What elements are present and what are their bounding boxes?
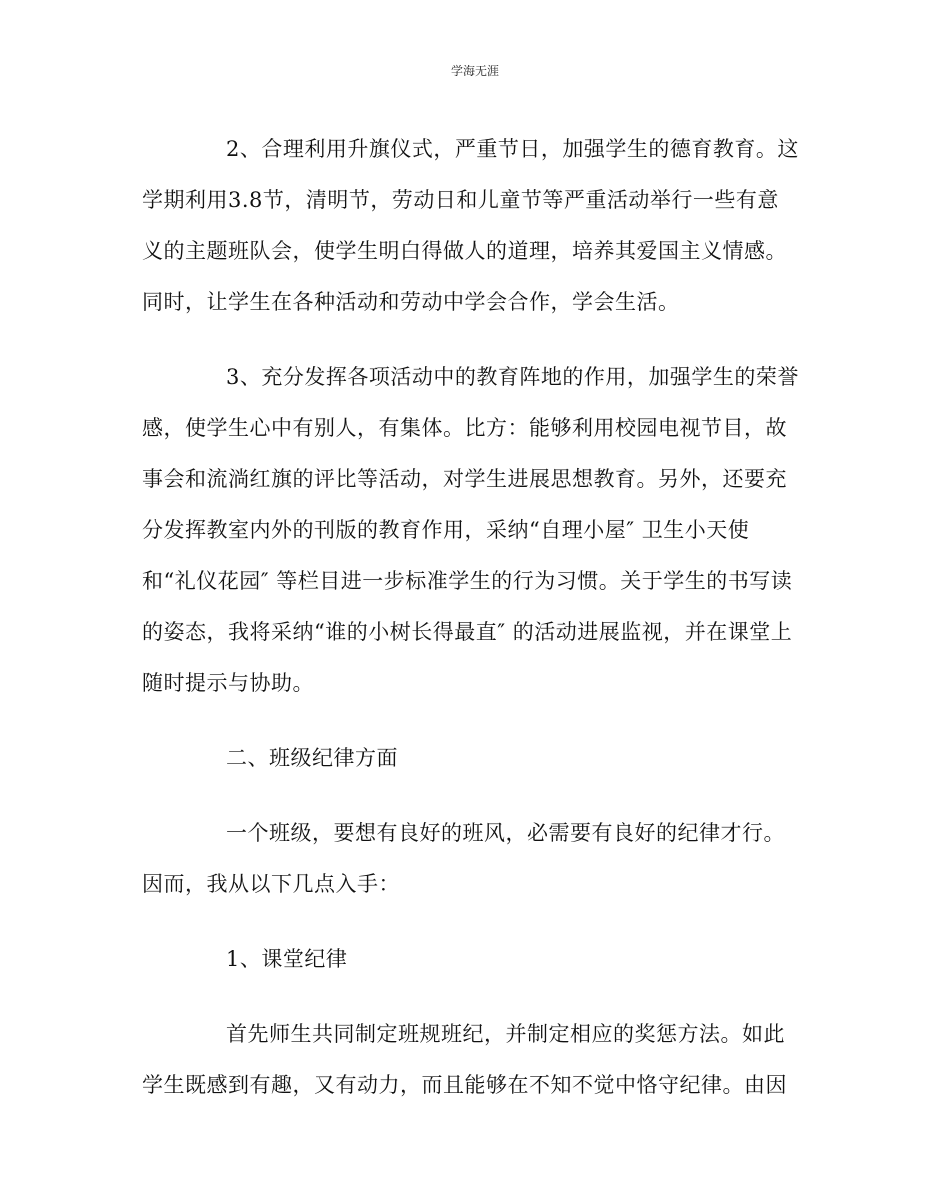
text-line: 因而，我从以下几点入手：	[142, 872, 400, 896]
text-line: 事会和流淌红旗的评比等活动，对学生进展思想教育。另外，还要充	[142, 467, 787, 491]
document-body	[142, 124, 810, 1111]
text-line: 3、充分发挥各项活动中的教育阵地的作用，加强学生的荣誉	[226, 365, 799, 389]
text-line: 义的主题班队会，使学生明白得做人的道理，培养其爱国主义情感。	[142, 239, 787, 263]
paragraph-activities	[142, 352, 810, 709]
text-line: 二、班级纪律方面	[226, 746, 398, 770]
text-line: 学期利用3.8节，清明节，劳动日和儿童节等严重活动举行一些有意	[142, 188, 779, 212]
text-line: 1、课堂纪律	[226, 947, 348, 971]
paragraph-discipline-intro	[142, 808, 810, 910]
text-line: 和“礼仪花园″ 等栏目进一步标准学生的行为习惯。关于学生的书写读	[142, 569, 793, 593]
text-line: 同时，让学生在各种活动和劳动中学会合作，学会生活。	[142, 290, 680, 314]
text-line: 2、合理利用升旗仪式，严重节日，加强学生的德育教育。这	[226, 137, 799, 161]
paragraph-flag-ceremony	[142, 124, 810, 328]
paragraph-class-rules	[142, 1009, 810, 1111]
subheading-classroom-discipline	[142, 934, 810, 985]
text-line: 的姿态，我将采纳“谁的小树长得最直″ 的活动进展监视，并在课堂上	[142, 620, 793, 644]
text-line: 随时提示与协助。	[142, 671, 314, 695]
section-heading-discipline	[142, 733, 810, 784]
text-line: 分发挥教室内外的刊版的教育作用，采纳“自理小屋″ 卫生小天使	[142, 518, 750, 542]
text-line: 一个班级，要想有良好的班风，必需要有良好的纪律才行。	[226, 821, 785, 845]
text-line: 学生既感到有趣，又有动力，而且能够在不知不觉中恪守纪律。由因	[142, 1073, 787, 1097]
text-line: 感，使学生心中有别人，有集体。比方：能够利用校园电视节目，故	[142, 416, 787, 440]
text-line: 首先师生共同制定班规班纪，并制定相应的奖惩方法。如此	[226, 1022, 785, 1046]
page-header: 学海无涯	[450, 64, 499, 78]
